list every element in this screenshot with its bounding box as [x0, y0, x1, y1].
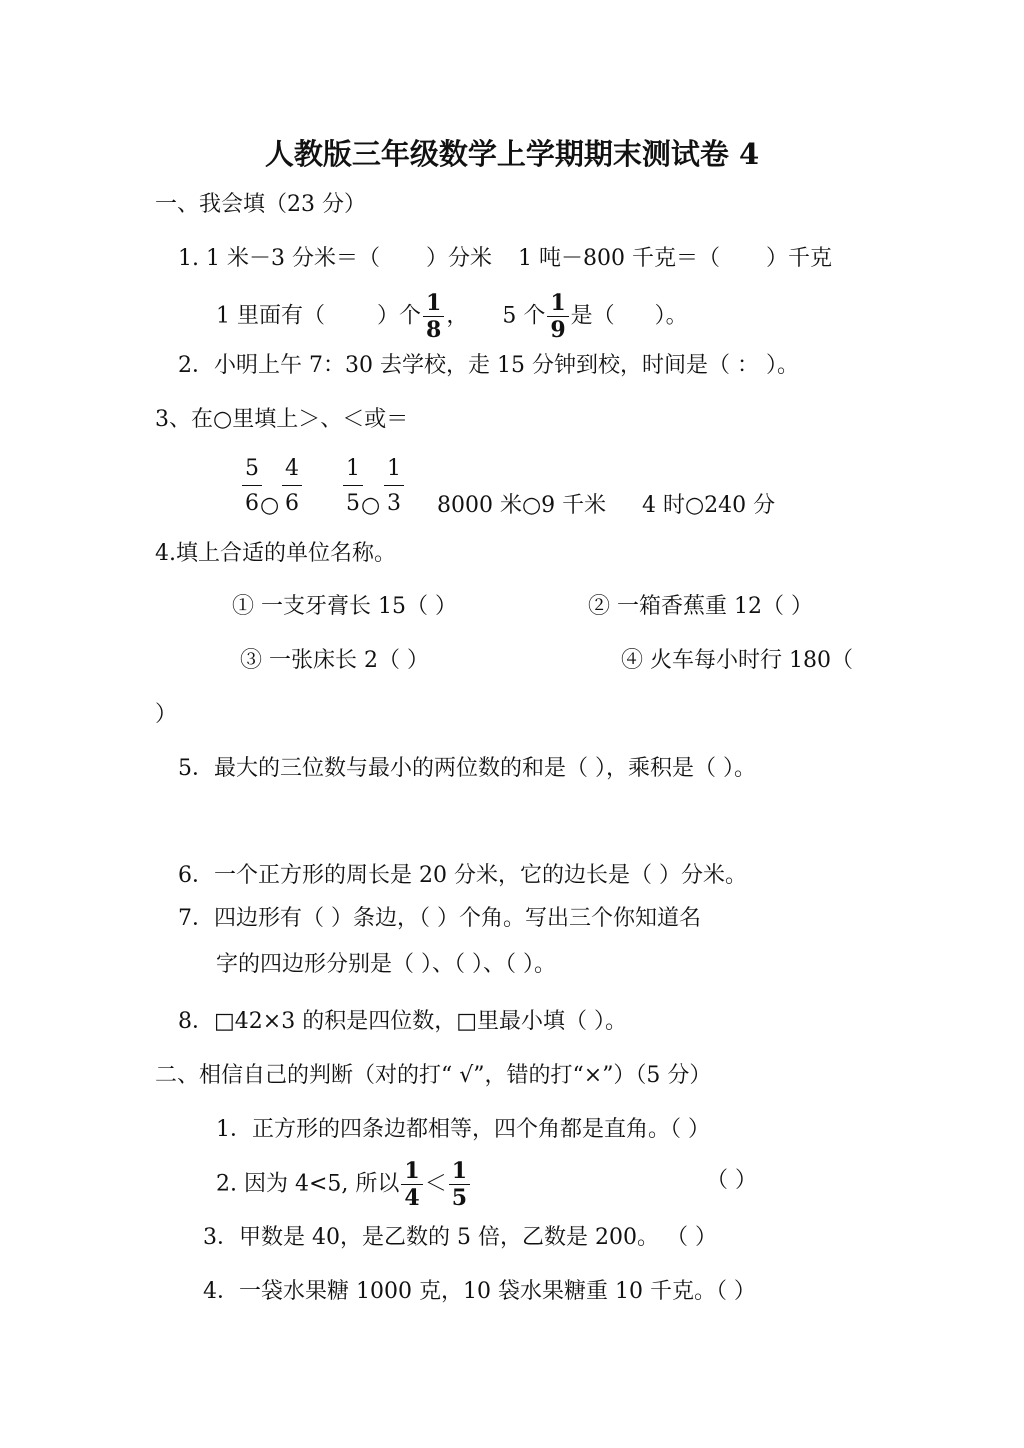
q3-compare-length: 8000 米○9 千米: [437, 493, 607, 518]
q2: 2．小明上午 7：30 去学校，走 15 分钟到校，时间是（ ： ）。: [178, 353, 799, 378]
q1-part-d: ）千克: [765, 246, 832, 271]
judge-1: 1．正方形的四条边都相等，四个角都是直角。（ ）: [216, 1117, 710, 1142]
q3-fraction-1-5: 1 5: [343, 457, 363, 516]
q6: 6．一个正方形的周长是 20 分米，它的边长是（ ）分米。: [178, 863, 747, 888]
q3-fraction-5-6: 5 6: [242, 457, 262, 516]
judge-2-answer: （ ）: [706, 1168, 757, 1193]
q4-item-4: ④ 火车每小时行 180（: [621, 648, 853, 673]
page-title: 人教版三年级数学上学期期末测试卷 4: [264, 137, 760, 171]
q3-fraction-1-3: 1 3: [384, 457, 404, 516]
q1-part-e: 1 里面有（: [216, 303, 325, 329]
q8: 8．□42×3 的积是四位数，□里最小填（ ）。: [178, 1009, 627, 1034]
q1-part-c: 1 吨－800 千克＝（: [517, 246, 720, 271]
q3-fraction-4-6: 4 6: [282, 457, 302, 516]
q5: 5．最大的三位数与最小的两位数的和是（ ），乘积是（ ）。: [178, 756, 756, 781]
q1-part-h: 5 个: [502, 303, 546, 329]
q1-part-j: ）。: [654, 303, 688, 329]
judge-2: [216, 1160, 472, 1209]
q1-line1: [178, 244, 832, 274]
less-than-sign: ＜: [424, 1171, 447, 1197]
q1-line2: [216, 292, 688, 341]
section2-heading: 二、相信自己的判断（对的打“ √”，错的打“×”）（5 分）: [155, 1063, 712, 1088]
fraction-one-quarter: $\frac{1}{4}$: [401, 1160, 422, 1209]
q7-line2: 字的四边形分别是（ ）、（ ）、（ ）。: [216, 952, 556, 977]
q1-part-g: ，: [446, 303, 469, 329]
q1-part-f: ）个: [377, 303, 422, 329]
judge-2-text: 2. 因为 4<5, 所以: [216, 1171, 400, 1197]
judge-4: 4．一袋水果糖 1000 克，10 袋水果糖重 10 千克。（ ）: [203, 1279, 756, 1304]
q3-label: 3、在○里填上＞、＜或＝: [155, 407, 409, 432]
fraction-one-ninth: $\frac{1}{9}$: [547, 292, 568, 341]
fraction-one-eighth: $\frac{1}{8}$: [423, 292, 444, 341]
q4-item-4-close: ）: [155, 702, 178, 727]
q4-item-1: ① 一支牙膏长 15（ ）: [232, 594, 457, 619]
q3-compare-time: 4 时○240 分: [642, 493, 776, 518]
q1-part-b: ）分米: [425, 246, 492, 271]
q7-line1: 7．四边形有（ ）条边，（ ）个角。写出三个你知道名: [178, 906, 701, 931]
section1-heading: 一、我会填（23 分）: [155, 192, 366, 217]
q4-label: 4.填上合适的单位名称。: [155, 541, 396, 566]
q3-circle-2: ○: [361, 493, 381, 518]
q1-part-i: 是（: [570, 303, 615, 329]
q3-circle-1: ○: [260, 493, 280, 518]
q4-item-2: ② 一箱香蕉重 12（ ）: [588, 594, 813, 619]
q4-item-3: ③ 一张床长 2（ ）: [240, 648, 429, 673]
q1-part-a: 1. 1 米－3 分米＝（: [178, 246, 380, 271]
judge-3: 3．甲数是 40，是乙数的 5 倍，乙数是 200。 （ ）: [203, 1225, 717, 1250]
fraction-one-fifth: $\frac{1}{5}$: [449, 1160, 470, 1209]
